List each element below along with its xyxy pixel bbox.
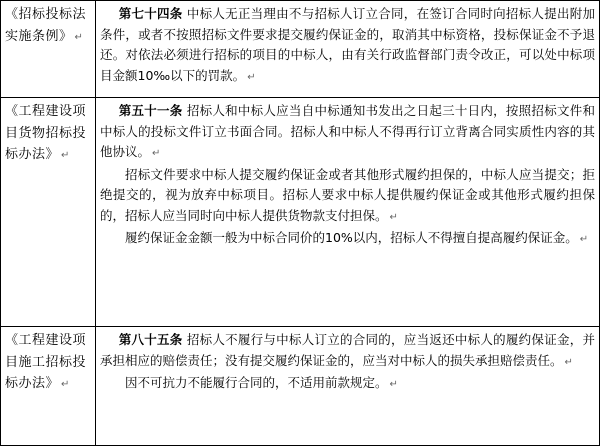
provision-paragraph <box>100 373 595 396</box>
paragraph-mark-icon: ↵ <box>247 71 256 83</box>
provision-paragraph <box>100 165 595 229</box>
law-name: 《招标投标法实施条例》 <box>5 7 87 44</box>
law-name: 《工程建设项目施工招标投标办法》 <box>5 333 87 391</box>
provision-paragraph <box>100 330 595 373</box>
paragraph-mark-icon: ↵ <box>389 211 398 223</box>
paragraph-mark-icon: ↵ <box>389 379 398 390</box>
law-name: 《工程建设项目货物招标投标办法》 <box>5 104 87 162</box>
paragraph-mark-icon: ↵ <box>579 234 589 245</box>
provision-text: 履约保证金金额一般为中标合同价的10%以内，招标人不得擅自提高履约保证金。 <box>125 230 578 245</box>
provision-text: 因不可抗力不能履行合同的，不适用前款规定。 <box>125 375 388 390</box>
article-number: 第八十五条 <box>118 332 183 347</box>
article-number: 第七十四条 <box>118 6 183 21</box>
provision-cell <box>96 327 600 446</box>
paragraph-mark-icon: ↵ <box>152 148 161 159</box>
provision-cell <box>96 1 600 98</box>
table-row <box>1 1 600 98</box>
paragraph-mark-icon: ↵ <box>61 150 70 161</box>
provision-text: 招标文件要求中标人提交履约保证金或者其他形式履约担保的，中标人应当提交；拒绝提交的，视为放弃中标项目。招标人要求中标人提供履约保证金或其他形式履约担保的，招标人应当同时向中标人提供货物款支付担保。 <box>100 166 595 223</box>
article-number: 第五十一条 <box>118 103 183 118</box>
law-name-cell <box>1 1 96 98</box>
paragraph-mark-icon: ↵ <box>74 31 83 43</box>
table-row <box>1 327 600 446</box>
law-name-cell <box>1 98 96 327</box>
provision-text: 招标人不履行与中标人订立的合同的，应当返还中标人的履约保证金，并承担相应的赔偿责任；没有提交履约保证金的，应当对中标人的损失承担赔偿责任。 <box>100 332 595 368</box>
provision-paragraph <box>100 101 595 165</box>
provision-cell <box>96 98 600 327</box>
table-row <box>1 98 600 327</box>
paragraph-mark-icon: ↵ <box>564 356 573 368</box>
provision-text: 中标人无正当理由不与招标人订立合同，在签订合同时向招标人提出附加条件，或者不按照招标文件要求提交履约保证金的，取消其中标资格，投标保证金不予退还。对依法必须进行招标的项目的中标人，由有关行政监督部门责令改正，可以处中标项目金额10‰以下的罚款。 <box>100 6 595 83</box>
provision-paragraph <box>100 228 595 251</box>
paragraph-mark-icon: ↵ <box>61 379 70 390</box>
provision-text: 招标人和中标人应当自中标通知书发出之日起三十日内，按照招标文件和中标人的投标文件订立书面合同。招标人和中标人不得再行订立背离合同实质性内容的其他协议。 <box>100 103 595 159</box>
provision-paragraph <box>100 4 595 88</box>
law-name-cell <box>1 327 96 446</box>
